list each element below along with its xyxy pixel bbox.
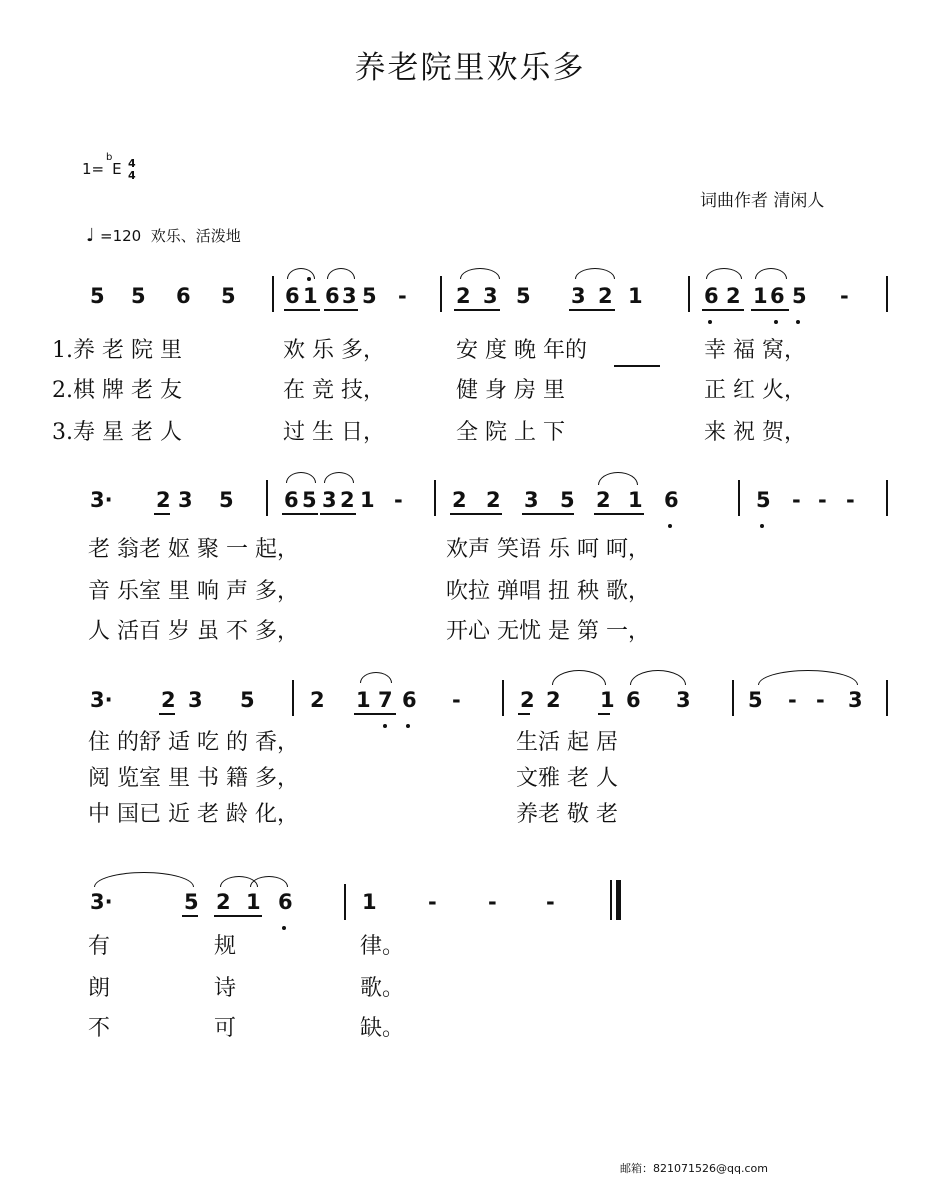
slur	[755, 268, 787, 279]
note: 2	[520, 688, 535, 712]
note: 5	[748, 688, 763, 712]
bar-line	[886, 480, 888, 516]
time-num: 4	[128, 157, 136, 170]
note: 2	[161, 688, 176, 712]
note: 1	[360, 488, 375, 512]
time-den: 4	[128, 169, 136, 182]
lyric: 过 生 日，	[283, 420, 385, 445]
octave-dot	[760, 524, 764, 528]
note: 3·	[90, 890, 113, 914]
slur	[250, 876, 288, 887]
note: 2	[486, 488, 501, 512]
lyric: 中 国已 近 老 龄 化，	[88, 802, 299, 827]
lyric: 开心 无忧 是 第 一，	[446, 619, 650, 644]
note: -	[840, 284, 849, 308]
octave-dot	[307, 277, 311, 281]
lyric: 在 竞 技，	[283, 378, 385, 403]
note: 3	[848, 688, 863, 712]
note: 1	[628, 284, 643, 308]
note: 3	[178, 488, 193, 512]
note: 2	[310, 688, 325, 712]
note: 1	[303, 284, 318, 308]
beam	[159, 713, 175, 715]
lyric: 规	[214, 934, 237, 959]
note: 5	[184, 890, 199, 914]
note: -	[398, 284, 407, 308]
octave-dot	[708, 320, 712, 324]
beam	[518, 713, 530, 715]
note: 5	[219, 488, 234, 512]
note: -	[816, 688, 825, 712]
note: 6	[770, 284, 785, 308]
note: 6	[325, 284, 340, 308]
slur	[575, 268, 615, 279]
lyric: 有	[88, 934, 111, 959]
note: 5	[240, 688, 255, 712]
lyric: 文雅 老 人	[516, 766, 618, 791]
slur	[324, 472, 354, 483]
note: 6	[278, 890, 293, 914]
beam	[154, 513, 170, 515]
bar-line	[688, 276, 690, 312]
lyric: 欢 乐 多，	[283, 338, 385, 363]
note: 6	[176, 284, 191, 308]
lyric: 人 活百 岁 虽 不 多，	[88, 619, 299, 644]
lyric: 朗	[88, 976, 111, 1001]
beam	[751, 309, 789, 311]
lyric: 老 翁老 妪 聚 一 起，	[88, 537, 299, 562]
tempo-expression: 欢乐、活泼地	[150, 227, 241, 245]
slur	[598, 472, 638, 485]
lyric: 养老 敬 老	[516, 802, 618, 827]
lyric: 欢声 笑语 乐 呵 呵，	[446, 537, 650, 562]
note: -	[792, 488, 801, 512]
beam	[569, 309, 615, 311]
bar-line	[502, 680, 504, 716]
author-credit: 词曲作者 清闲人	[700, 191, 825, 211]
note: 3	[676, 688, 691, 712]
note: 3·	[90, 488, 113, 512]
note: 6	[402, 688, 417, 712]
note: 3	[524, 488, 539, 512]
lyric: 缺。	[360, 1016, 405, 1041]
note: -	[428, 890, 437, 914]
tempo-bpm: =120	[100, 227, 142, 245]
lyric: 正 红 火，	[704, 378, 806, 403]
slur	[327, 268, 355, 279]
quarter-note-icon: ♩	[86, 225, 95, 246]
lyric: 幸 福 窝，	[704, 338, 806, 363]
note: 6	[704, 284, 719, 308]
note: 3	[188, 688, 203, 712]
note: 5	[516, 284, 531, 308]
lyric: 1.养 老 院 里	[52, 338, 182, 363]
bar-line	[272, 276, 274, 312]
lyric: 来 祝 贺，	[704, 420, 806, 445]
note: 5	[90, 284, 105, 308]
note: 1	[356, 688, 371, 712]
note: 5	[560, 488, 575, 512]
octave-dot	[406, 724, 410, 728]
lyric: 生活 起 居	[516, 730, 618, 755]
note: 1	[753, 284, 768, 308]
note: 2	[340, 488, 355, 512]
beam	[320, 513, 356, 515]
note: 6	[626, 688, 641, 712]
lyric: 住 的舒 适 吃 的 香，	[88, 730, 299, 755]
note: 6	[284, 488, 299, 512]
slur	[758, 670, 858, 685]
slur	[630, 670, 686, 685]
bar-line	[292, 680, 294, 716]
bar-line	[732, 680, 734, 716]
note: 1	[246, 890, 261, 914]
note: 3	[322, 488, 337, 512]
key-prefix: 1=	[82, 160, 105, 178]
beam	[354, 713, 396, 715]
note: 2	[456, 284, 471, 308]
note: 3	[342, 284, 357, 308]
note: 7	[378, 688, 393, 712]
beam	[284, 309, 320, 311]
note: 3	[571, 284, 586, 308]
beam	[214, 915, 262, 917]
note: 2	[216, 890, 231, 914]
lyric: 歌。	[360, 976, 405, 1001]
lyric: 2.棋 牌 老 友	[52, 378, 182, 403]
note: 6	[285, 284, 300, 308]
note: 1	[362, 890, 377, 914]
flat-sign: b	[106, 152, 113, 163]
octave-dot	[668, 524, 672, 528]
final-bar-thick	[616, 880, 621, 920]
lyric: 诗	[214, 976, 237, 1001]
bar-line	[886, 276, 888, 312]
bar-line	[886, 680, 888, 716]
slur	[360, 672, 392, 683]
lyric: 可	[214, 1016, 237, 1041]
note: 2	[156, 488, 171, 512]
bar-line	[266, 480, 268, 516]
page-title: 养老院里欢乐多	[354, 50, 586, 86]
bar-line	[434, 480, 436, 516]
note: -	[394, 488, 403, 512]
bar-line	[440, 276, 442, 312]
note: 2	[452, 488, 467, 512]
contact-email: 邮箱：821071526@qq.com	[620, 1162, 768, 1175]
note: 5	[756, 488, 771, 512]
bar-line	[738, 480, 740, 516]
note: 3	[483, 284, 498, 308]
note: 2	[596, 488, 611, 512]
note: 5	[302, 488, 317, 512]
note: -	[788, 688, 797, 712]
note: -	[818, 488, 827, 512]
slur	[460, 268, 500, 279]
note: -	[488, 890, 497, 914]
note: 6	[664, 488, 679, 512]
note: 2	[598, 284, 613, 308]
slur	[286, 472, 316, 483]
key-signature	[82, 152, 136, 182]
beam	[450, 513, 502, 515]
lyric: 3.寿 星 老 人	[52, 420, 182, 445]
beam	[454, 309, 500, 311]
final-bar-thin	[610, 880, 612, 920]
time-signature	[128, 158, 136, 182]
lyric: 全 院 上 下	[456, 420, 565, 445]
beam	[282, 513, 318, 515]
octave-dot	[796, 320, 800, 324]
beam	[522, 513, 574, 515]
note: 5	[131, 284, 146, 308]
key-note: E	[112, 160, 122, 178]
slur	[552, 670, 606, 685]
lyric: 不	[88, 1016, 111, 1041]
tempo-marking	[86, 225, 241, 246]
octave-dot	[774, 320, 778, 324]
lyric: 吹拉 弹唱 扭 秧 歌，	[446, 579, 650, 604]
lyric: 律。	[360, 934, 405, 959]
note: -	[546, 890, 555, 914]
slur	[706, 268, 742, 279]
beam	[324, 309, 358, 311]
beam	[182, 915, 198, 917]
bar-line	[344, 884, 346, 920]
lyric: 健 身 房 里	[456, 378, 565, 403]
note: -	[846, 488, 855, 512]
note: 1	[628, 488, 643, 512]
note: 1	[600, 688, 615, 712]
note: 3·	[90, 688, 113, 712]
beam	[702, 309, 744, 311]
note: 2	[726, 284, 741, 308]
octave-dot	[282, 926, 286, 930]
lyric: 阅 览室 里 书 籍 多，	[88, 766, 299, 791]
note: 5	[792, 284, 807, 308]
note: 5	[221, 284, 236, 308]
lyric: 安 度 晚 年的	[456, 338, 587, 363]
octave-dot	[383, 724, 387, 728]
note: 5	[362, 284, 377, 308]
lyric: 音 乐室 里 响 声 多，	[88, 579, 299, 604]
beam	[594, 513, 644, 515]
beam	[598, 713, 610, 715]
lyric-underline	[614, 365, 660, 367]
note: 2	[546, 688, 561, 712]
note: -	[452, 688, 461, 712]
slur	[94, 872, 194, 887]
